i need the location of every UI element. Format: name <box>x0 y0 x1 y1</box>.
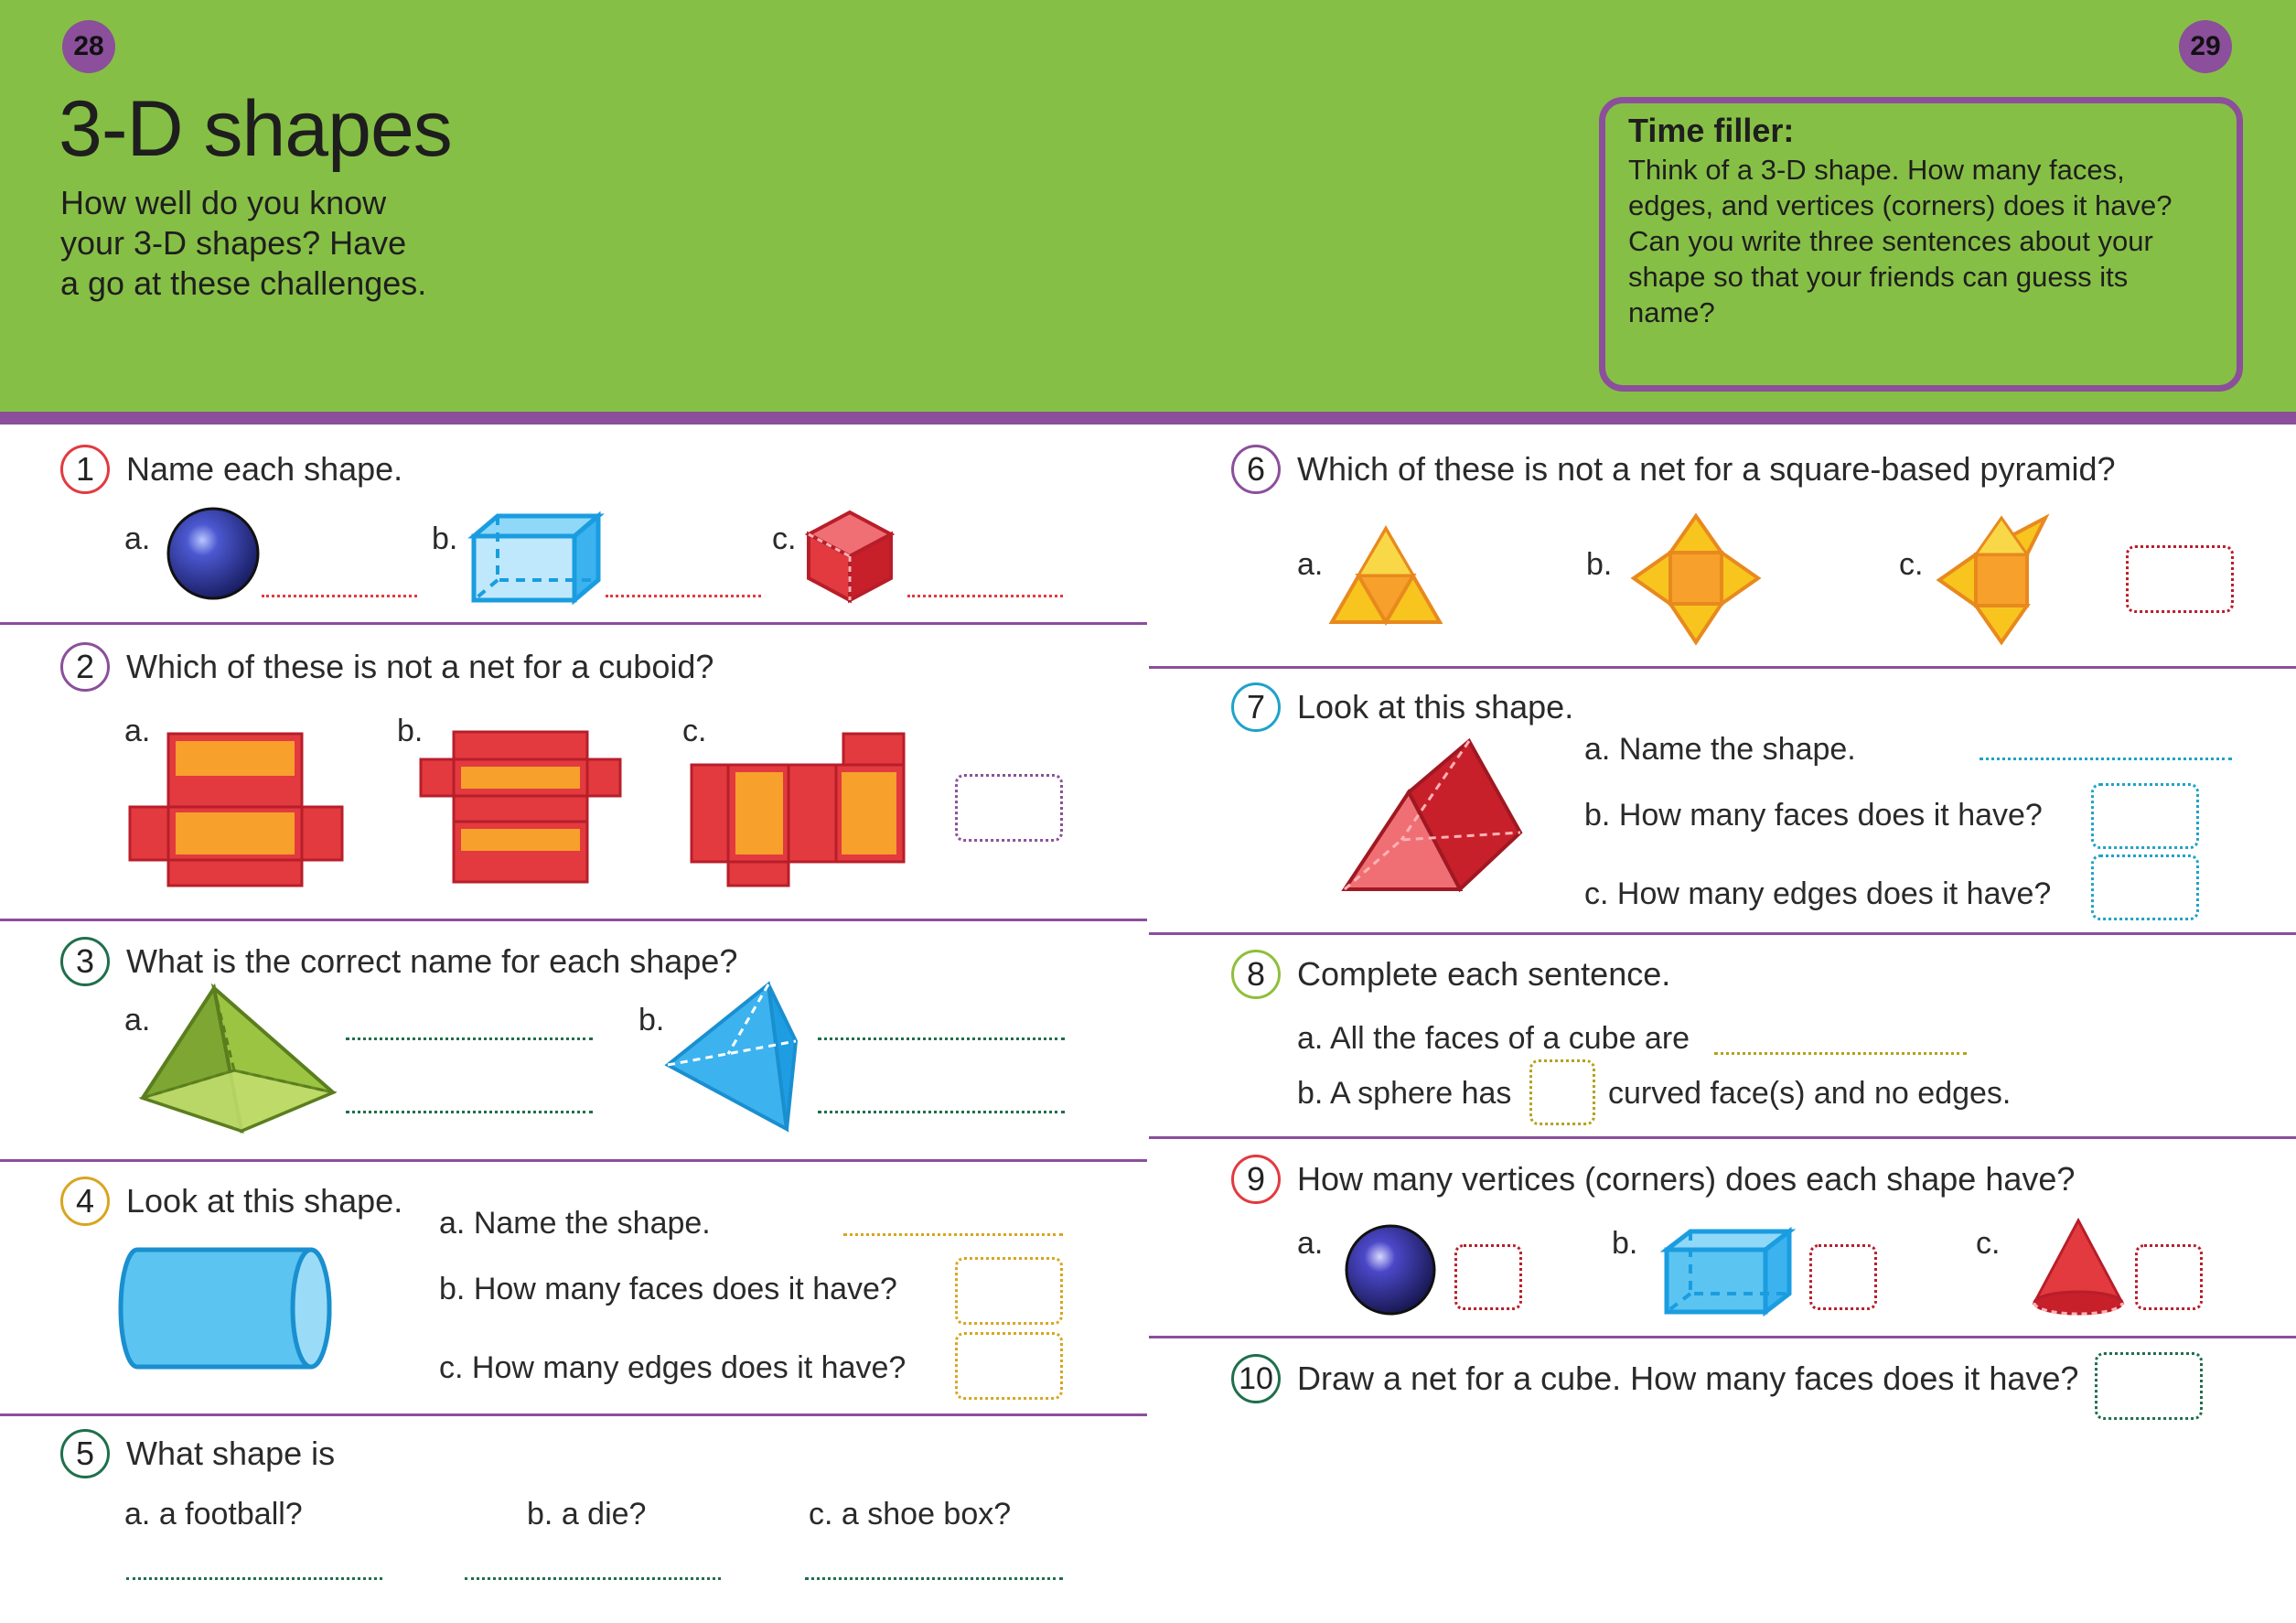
intro-text <box>60 183 481 304</box>
prefix: a. <box>1297 1021 1324 1056</box>
answer-line-1c[interactable] <box>907 595 1063 597</box>
sub-question-7a <box>1584 732 1856 768</box>
answer-box-7b[interactable] <box>2091 783 2199 849</box>
sub-question-text: All the faces of a cube are <box>1329 1021 1690 1056</box>
sub-question-text: Name the shape. <box>473 1206 711 1241</box>
intro-line: How well do you know <box>60 184 387 221</box>
answer-box-9c[interactable] <box>2135 1244 2203 1310</box>
prefix: c. <box>1584 876 1609 911</box>
option-label-a: a. <box>1297 1226 1324 1261</box>
cuboid-net-b-icon <box>419 730 622 884</box>
prefix: b. <box>1297 1076 1324 1111</box>
question-9-text: How many vertices (corners) does each shape have? <box>1297 1160 2076 1198</box>
section-divider <box>1149 1336 2296 1338</box>
sub-question-7c <box>1584 876 2051 912</box>
option-label-b: b. <box>432 521 458 556</box>
cone-shape-icon <box>2031 1217 2126 1317</box>
intro-line: your 3-D shapes? Have <box>60 224 407 262</box>
cuboid-shape-icon <box>468 511 602 606</box>
answer-line-3a-2[interactable] <box>346 1111 593 1113</box>
section-divider <box>1149 666 2296 669</box>
sub-question-text: a shoe box? <box>841 1497 1012 1532</box>
question-number-7: 7 <box>1231 683 1281 732</box>
section-divider <box>0 1413 1147 1416</box>
prefix: a. <box>1584 732 1611 767</box>
sub-question-8b-end: curved face(s) and no edges. <box>1608 1076 2012 1111</box>
time-filler-line: edges, and vertices (corners) does it have? <box>1628 189 2173 221</box>
pyramid-net-c-icon <box>1936 514 2049 644</box>
sub-question-5a <box>124 1497 303 1532</box>
prefix: a. <box>124 1497 151 1532</box>
question-4-text: Look at this shape. <box>126 1182 403 1220</box>
square-pyramid-shape-icon <box>139 984 337 1138</box>
answer-line-5c[interactable] <box>805 1577 1063 1580</box>
question-number-10: 10 <box>1231 1354 1281 1403</box>
question-number-4: 4 <box>60 1177 110 1226</box>
answer-line-5a[interactable] <box>126 1577 382 1580</box>
page-number-right: 29 <box>2179 20 2232 73</box>
sub-question-text: How many edges does it have? <box>471 1350 907 1385</box>
option-label-a: a. <box>124 714 151 748</box>
question-number-5: 5 <box>60 1429 110 1478</box>
option-label-a: a. <box>124 521 151 556</box>
option-label-b: b. <box>1612 1226 1638 1261</box>
page-number-left: 28 <box>62 20 115 73</box>
answer-line-8a[interactable] <box>1714 1052 1967 1055</box>
cylinder-shape-icon <box>119 1246 333 1370</box>
option-label-a: a. <box>1297 547 1324 582</box>
section-divider <box>0 622 1147 625</box>
pyramid-net-a-icon <box>1328 525 1443 626</box>
pyramid-net-b-icon <box>1630 512 1762 646</box>
sub-question-5c <box>809 1497 1011 1532</box>
sub-question-text: Name the shape. <box>1618 732 1856 767</box>
question-7-text: Look at this shape. <box>1297 688 1574 726</box>
answer-box-7c[interactable] <box>2091 854 2199 920</box>
sub-question-text: A sphere has <box>1329 1076 1512 1111</box>
cuboid-net-c-icon <box>690 732 906 887</box>
section-divider <box>1149 1136 2296 1139</box>
answer-box-10[interactable] <box>2095 1352 2203 1420</box>
header-divider <box>0 412 2296 425</box>
option-label-c: c. <box>682 714 707 748</box>
question-number-1: 1 <box>60 445 110 494</box>
section-divider <box>0 919 1147 921</box>
sub-question-8b <box>1297 1076 1511 1112</box>
answer-box-9a[interactable] <box>1454 1244 1522 1310</box>
answer-box-4c[interactable] <box>955 1332 1063 1400</box>
sub-question-text: a die? <box>561 1497 647 1532</box>
intro-line: a go at these challenges. <box>60 264 427 302</box>
answer-box-9b[interactable] <box>1809 1244 1877 1310</box>
answer-line-1a[interactable] <box>262 595 417 597</box>
answer-box-2[interactable] <box>955 774 1063 842</box>
sub-question-4b <box>439 1272 897 1307</box>
sub-question-4c <box>439 1350 906 1386</box>
question-3-text: What is the correct name for each shape? <box>126 942 738 980</box>
sub-question-text: How many faces does it have? <box>473 1272 897 1306</box>
question-8-text: Complete each sentence. <box>1297 955 1671 993</box>
question-5-text: What shape is <box>126 1435 336 1472</box>
prefix: b. <box>527 1497 553 1532</box>
time-filler-line: Think of a 3-D shape. How many faces, <box>1628 154 2125 186</box>
sub-question-text: How many faces does it have? <box>1618 798 2043 833</box>
cuboid-shape-icon <box>1661 1226 1795 1317</box>
prefix: c. <box>809 1497 833 1532</box>
triangular-prism-shape-icon <box>1341 736 1522 897</box>
question-number-6: 6 <box>1231 445 1281 494</box>
answer-box-4b[interactable] <box>955 1257 1063 1325</box>
sphere-shape-icon <box>165 505 262 602</box>
answer-line-3b-1[interactable] <box>818 1037 1065 1040</box>
answer-line-7a[interactable] <box>1979 758 2232 760</box>
question-number-2: 2 <box>60 642 110 692</box>
question-number-3: 3 <box>60 937 110 986</box>
sub-question-5b <box>527 1497 646 1532</box>
prefix: a. <box>439 1206 466 1241</box>
option-label-b: b. <box>638 1003 665 1037</box>
cube-shape-icon <box>805 509 895 604</box>
question-6-text: Which of these is not a net for a square-based pyramid? <box>1297 450 2116 488</box>
answer-line-3a-1[interactable] <box>346 1037 593 1040</box>
time-filler-line: shape so that your friends can guess its name? <box>1628 261 2129 328</box>
question-2-text: Which of these is not a net for a cuboid? <box>126 648 714 685</box>
option-label-c: c. <box>772 521 797 556</box>
answer-line-1b[interactable] <box>606 595 761 597</box>
option-label-c: c. <box>1976 1226 2001 1261</box>
sub-question-8a <box>1297 1021 1690 1057</box>
option-label-a: a. <box>124 1003 151 1037</box>
answer-box-6[interactable] <box>2126 545 2234 613</box>
question-10-text: Draw a net for a cube. How many faces does it have? <box>1297 1360 2079 1397</box>
prefix: c. <box>439 1350 464 1385</box>
answer-box-8b[interactable] <box>1529 1059 1595 1125</box>
sub-question-text: How many edges does it have? <box>1616 876 2052 911</box>
section-divider <box>1149 932 2296 935</box>
prefix: b. <box>439 1272 466 1306</box>
prefix: b. <box>1584 798 1611 833</box>
answer-line-3b-2[interactable] <box>818 1111 1065 1113</box>
question-number-8: 8 <box>1231 950 1281 999</box>
answer-line-5b[interactable] <box>465 1577 721 1580</box>
question-number-9: 9 <box>1231 1155 1281 1204</box>
triangular-pyramid-shape-icon <box>664 981 799 1133</box>
cuboid-net-a-icon <box>128 732 344 887</box>
option-label-b: b. <box>397 714 424 748</box>
time-filler-line: Can you write three sentences about your <box>1628 225 2153 257</box>
time-filler-title: Time filler: <box>1628 112 1795 149</box>
section-divider <box>0 1159 1147 1162</box>
sphere-shape-icon <box>1343 1222 1438 1317</box>
sub-question-text: a football? <box>158 1497 303 1532</box>
question-1-text: Name each shape. <box>126 450 403 488</box>
answer-line-4a[interactable] <box>843 1233 1063 1236</box>
sub-question-7b <box>1584 798 2043 833</box>
page-title: 3-D shapes <box>59 85 452 173</box>
option-label-b: b. <box>1586 547 1613 582</box>
option-label-c: c. <box>1899 547 1924 582</box>
time-filler-text <box>1628 152 2214 330</box>
sub-question-4a <box>439 1206 711 1241</box>
